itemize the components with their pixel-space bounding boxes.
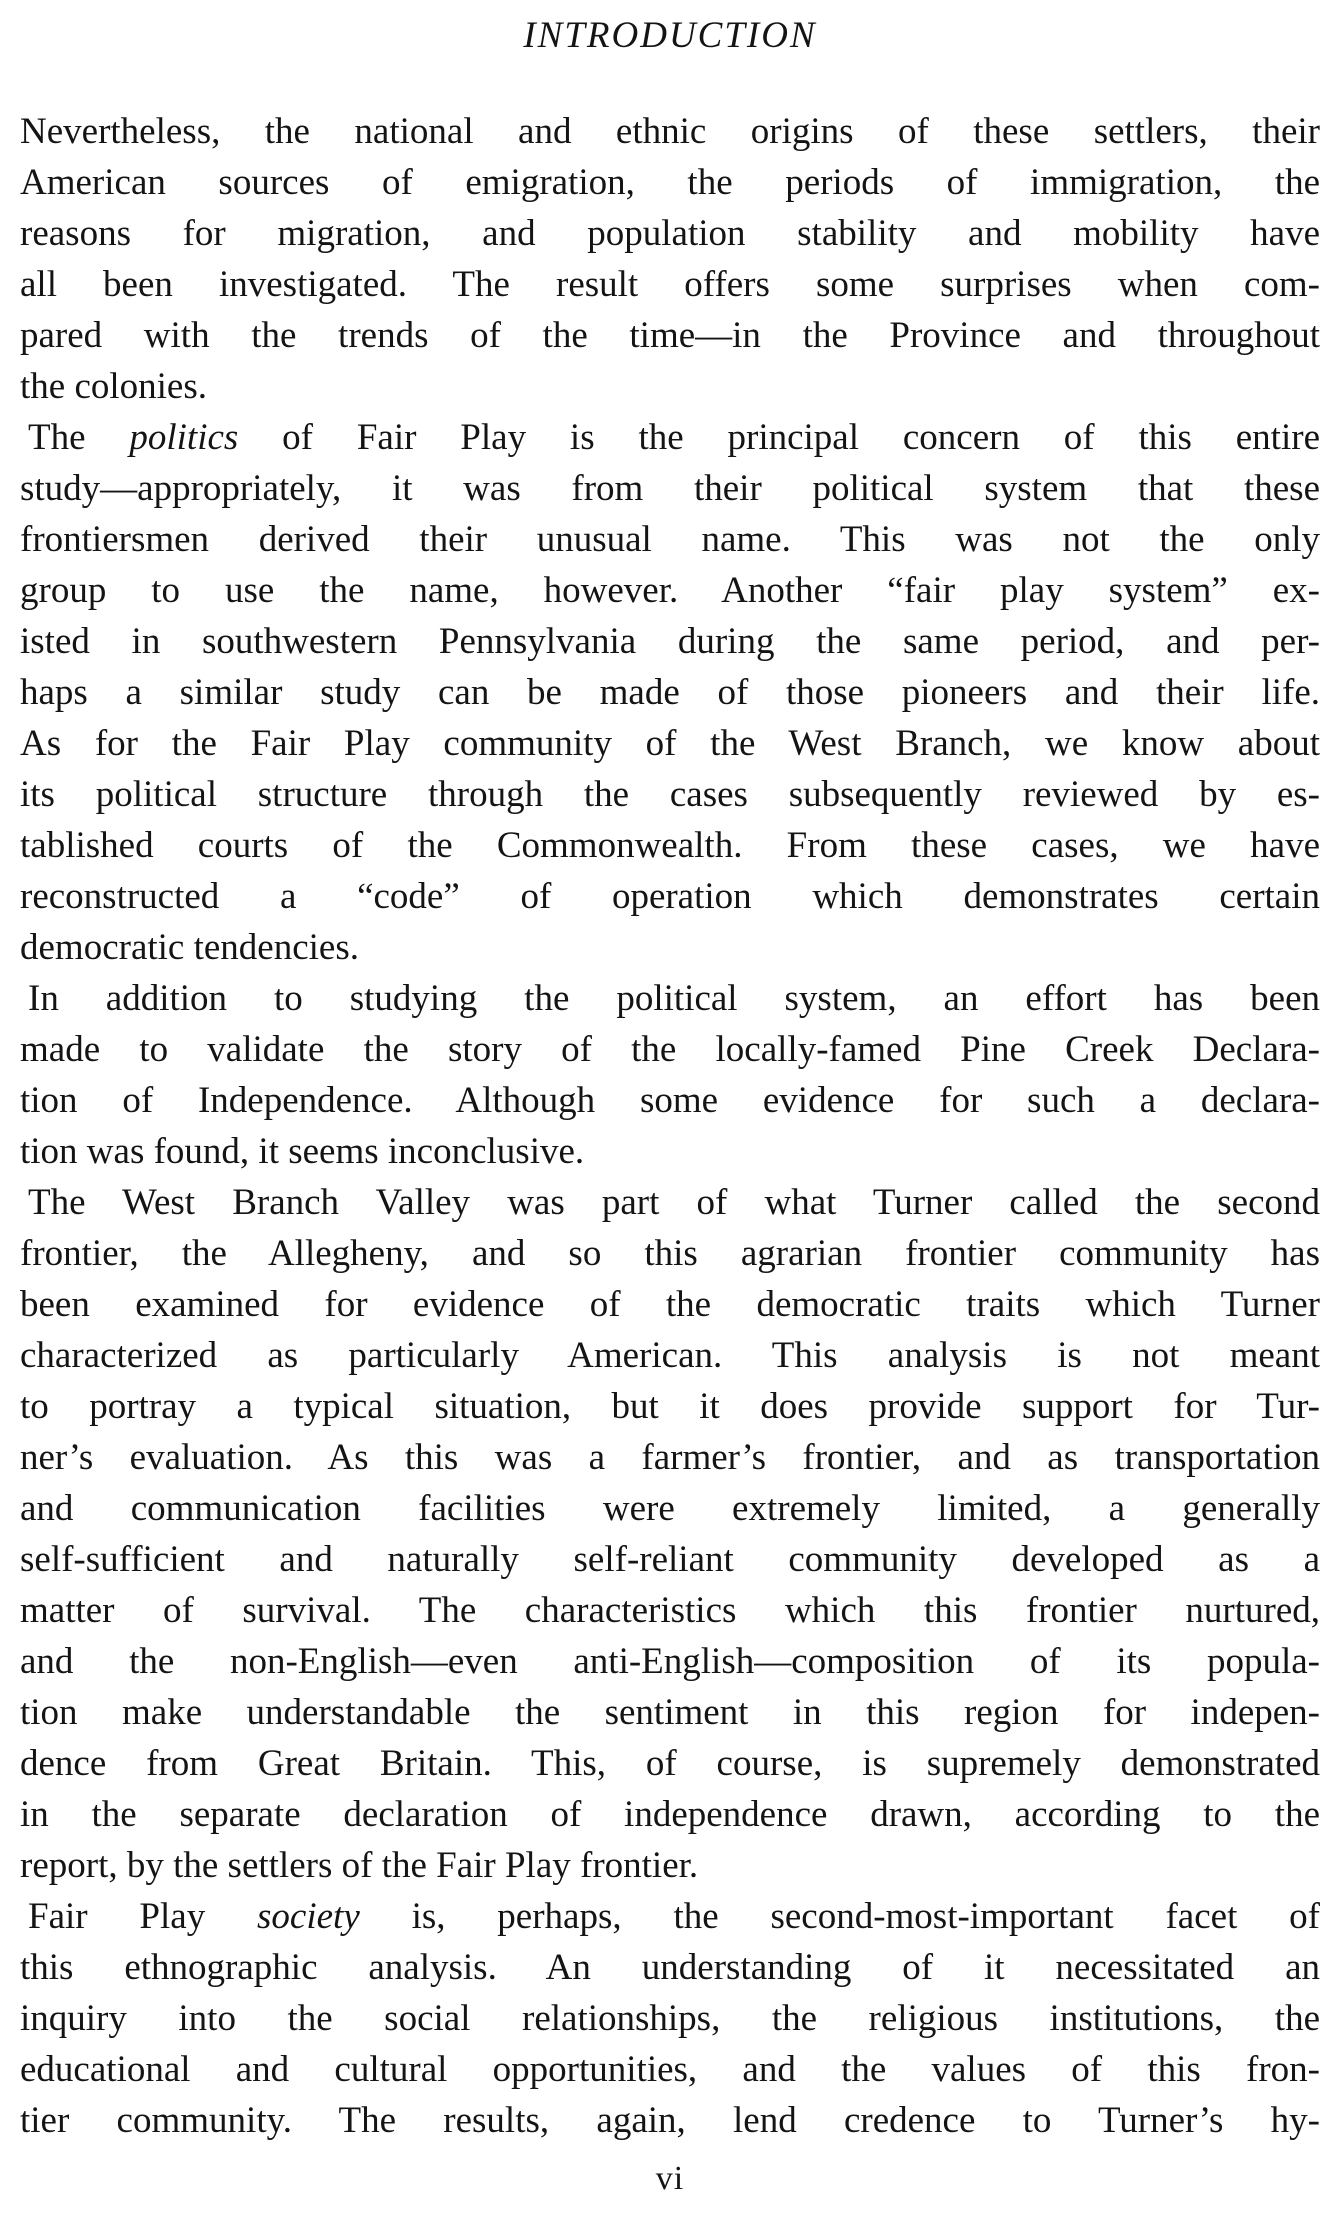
paragraph-politics <box>20 412 1320 973</box>
text-run: of Fair Play is the principal concern of this entire <box>238 417 1320 458</box>
text-line: tier community. The results, again, lend credence to Turner’s hy- <box>20 2100 1320 2141</box>
paragraph-society <box>20 1891 1320 2146</box>
text-line: haps a similar study can be made of those pioneers and their life. <box>20 672 1320 713</box>
italic-term: society <box>257 1896 360 1937</box>
text-line: pared with the trends of the time—in the Province and throughout <box>20 315 1320 356</box>
text-line: characterized as particularly American. This analysis is not meant <box>20 1335 1320 1376</box>
text-line <box>20 412 1320 463</box>
paragraph-origins <box>20 106 1320 412</box>
text-line: its political structure through the cases subsequently reviewed by es- <box>20 774 1320 815</box>
text-line: self-sufficient and naturally self-reliant community developed as a <box>20 1539 1320 1580</box>
text-line: ner’s evaluation. As this was a farmer’s frontier, and as transportation <box>20 1437 1320 1478</box>
text-line: made to validate the story of the locally-famed Pine Creek Declara- <box>20 1029 1320 1070</box>
body-text <box>20 106 1320 2146</box>
text-line: all been investigated. The result offers some surprises when com- <box>20 264 1320 305</box>
text-line: report, by the settlers of the Fair Play frontier. <box>20 1845 699 1886</box>
text-line: dence from Great Britain. This, of course, is supremely demonstrated <box>20 1743 1320 1784</box>
text-line: isted in southwestern Pennsylvania during the same period, and per- <box>20 621 1320 662</box>
text-line: this ethnographic analysis. An understanding of it necessitated an <box>20 1947 1320 1988</box>
text-line: study—appropriately, it was from their political system that these <box>20 468 1320 509</box>
text-line: tion make understandable the sentiment in this region for indepen- <box>20 1692 1320 1733</box>
text-line: As for the Fair Play community of the West Branch, we know about <box>20 723 1320 764</box>
text-line: frontiersmen derived their unusual name. This was not the only <box>20 519 1320 560</box>
text-run: is, perhaps, the second-most-important facet of <box>359 1896 1320 1937</box>
text-run: The <box>28 417 130 458</box>
paragraph-declaration <box>20 973 1320 1177</box>
text-line: group to use the name, however. Another “fair play system” ex- <box>20 570 1320 611</box>
text-line: American sources of emigration, the periods of immigration, the <box>20 162 1320 203</box>
text-line: inquiry into the social relationships, the religious institutions, the <box>20 1998 1320 2039</box>
text-line: reasons for migration, and population stability and mobility have <box>20 213 1320 254</box>
page-number: vi <box>655 2160 685 2197</box>
text-line: and communication facilities were extremely limited, a generally <box>20 1488 1320 1529</box>
document-page <box>20 0 1320 2240</box>
text-line: reconstructed a “code” of operation which demonstrates certain <box>20 876 1320 917</box>
text-line: been examined for evidence of the democratic traits which Turner <box>20 1284 1320 1325</box>
text-line: educational and cultural opportunities, and the values of this fron- <box>20 2049 1320 2090</box>
text-line: In addition to studying the political system, an effort has been <box>28 978 1320 1019</box>
text-line: The West Branch Valley was part of what Turner called the second <box>28 1182 1320 1223</box>
text-line: tion of Independence. Although some evidence for such a declara- <box>20 1080 1320 1121</box>
text-line: and the non-English—even anti-English—composition of its popula- <box>20 1641 1320 1682</box>
text-line: matter of survival. The characteristics which this frontier nurtured, <box>20 1590 1320 1631</box>
text-line <box>20 1891 1320 1942</box>
text-line: Nevertheless, the national and ethnic origins of these settlers, their <box>20 111 1320 152</box>
text-line: tablished courts of the Commonwealth. From these cases, we have <box>20 825 1320 866</box>
paragraph-turner-frontier <box>20 1177 1320 1891</box>
text-line: in the separate declaration of independence drawn, according to the <box>20 1794 1320 1835</box>
text-run: Fair Play <box>28 1896 258 1937</box>
text-line: frontier, the Allegheny, and so this agrarian frontier community has <box>20 1233 1320 1274</box>
text-line: tion was found, it seems inconclusive. <box>20 1131 585 1172</box>
italic-term: politics <box>129 417 239 458</box>
running-head: INTRODUCTION <box>523 15 817 56</box>
text-line: to portray a typical situation, but it does provide support for Tur- <box>20 1386 1320 1427</box>
text-line: democratic tendencies. <box>20 927 359 968</box>
text-line: the colonies. <box>20 366 208 407</box>
